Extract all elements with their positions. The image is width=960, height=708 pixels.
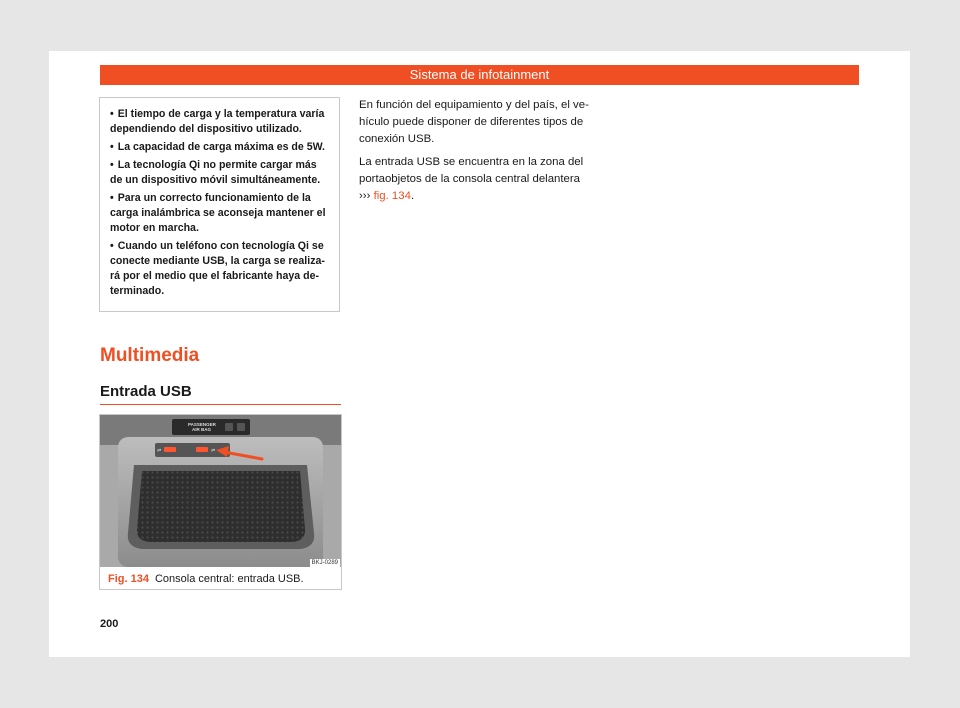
notice-text: La capacidad de carga máxima es de 5W.: [117, 141, 325, 153]
bullet-icon: •: [110, 108, 114, 120]
usb-port-left: [164, 447, 176, 452]
figure-caption-text: Consola central: entrada USB.: [154, 573, 304, 585]
section-title: Multimedia: [100, 345, 200, 366]
figure-caption: [108, 572, 304, 586]
subsection-title: Entrada USB: [100, 383, 341, 405]
notice-text: La tecnología Qi no permite cargar más de un dispositivo móvil simultáneamente.: [110, 159, 321, 186]
notice-text: Para un correcto funcionamiento de la carga inalámbrica se aconseja mantener el motor en marcha.: [110, 192, 326, 234]
notice-text: Cuando un teléfono con tecnología Qi se conecte mediante USB, la carga se realizará por el medio que el fabricante haya determinado.: [110, 240, 325, 297]
page-header: Sistema de infotainment: [100, 65, 859, 85]
bullet-icon: •: [110, 141, 114, 153]
notice-item: [110, 140, 331, 155]
figure: [99, 414, 342, 590]
figure-label: Fig. 134: [108, 573, 149, 585]
usb-port-right: [196, 447, 208, 452]
notice-item: [110, 107, 331, 137]
notice-text: El tiempo de carga y la temperatura varía dependiendo del dispositivo utilizado.: [110, 108, 325, 135]
xref-arrow-icon: ›››: [359, 190, 371, 202]
figure-link[interactable]: fig. 134: [373, 190, 411, 202]
bullet-icon: •: [110, 192, 114, 204]
airbag-label-line1: PASSENGER: [188, 422, 216, 427]
notice-box: [99, 97, 340, 312]
paragraph: En función del equipamiento y del país, el vehículo puede disponer de diferentes tipos de conexión USB.: [359, 99, 589, 145]
notice-item: [110, 158, 331, 188]
bullet-icon: •: [110, 240, 114, 252]
airbag-label-line2: AIR BAG: [192, 427, 211, 432]
usb-icon: ⇌: [157, 448, 162, 454]
figure-code: BKJ-0289: [311, 560, 338, 566]
airbag-status-icon: [237, 423, 245, 431]
console-usb-illustration: [100, 415, 341, 567]
paragraph: [359, 154, 609, 205]
bullet-icon: •: [110, 159, 114, 171]
period: .: [410, 190, 415, 202]
notice-item: [110, 191, 331, 236]
storage-tray-mat: [137, 471, 305, 542]
paragraph-text: La entrada USB se encuentra en la zona del portaobjetos de la consola central delantera: [359, 156, 584, 185]
body-text: [359, 97, 609, 211]
usb-icon: ⇌: [211, 448, 216, 454]
page-number: 200: [100, 618, 119, 630]
airbag-status-icon: [225, 423, 233, 431]
notice-item: [110, 239, 331, 299]
